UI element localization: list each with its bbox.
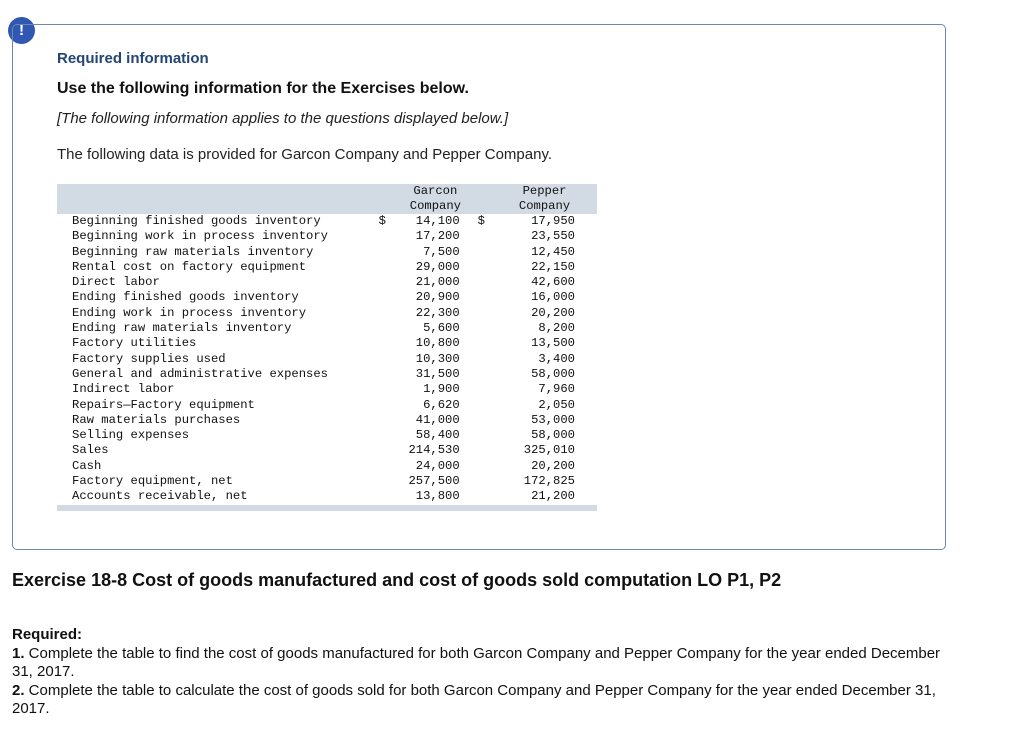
row-value-pepper: 3,400 [492,352,597,367]
row-label: Beginning work in process inventory [57,229,379,244]
row-currency-pepper: $ [478,214,492,229]
row-label: Selling expenses [57,428,379,443]
row-value-garcon: 6,620 [393,398,478,413]
table-row [57,336,597,351]
table-row [57,474,597,489]
table-row [57,214,597,229]
row-label: Sales [57,443,379,458]
row-label: Direct labor [57,275,379,290]
row-value-pepper: 8,200 [492,321,597,336]
table-row [57,352,597,367]
row-value-pepper: 42,600 [492,275,597,290]
table-row [57,489,597,504]
row-value-pepper: 16,000 [492,290,597,305]
row-value-garcon: 31,500 [393,367,478,382]
table-row [57,413,597,428]
table-footer-bar [57,505,597,511]
row-currency-pepper [478,245,492,260]
row-currency-garcon [379,245,393,260]
table-row [57,428,597,443]
row-currency-pepper [478,290,492,305]
row-value-garcon: 1,900 [393,382,478,397]
company-data-table [57,184,597,511]
row-currency-garcon [379,229,393,244]
data-intro-text: The following data is provided for Garcon Company and Pepper Company. [57,146,552,163]
required-item-2 [12,682,952,718]
row-value-garcon: 5,600 [393,321,478,336]
required-info-heading: Required information [57,50,209,67]
row-currency-pepper [478,413,492,428]
row-currency-garcon [379,367,393,382]
row-label: Beginning finished goods inventory [57,214,379,229]
row-currency-garcon [379,489,393,504]
table-row [57,367,597,382]
header-pepper-line1: Pepper [522,184,567,198]
table-row [57,459,597,474]
table-row [57,229,597,244]
row-label: Cash [57,459,379,474]
row-value-pepper: 21,200 [492,489,597,504]
row-currency-garcon [379,459,393,474]
header-garcon [393,184,478,214]
row-currency-garcon [379,382,393,397]
table-row [57,245,597,260]
row-currency-garcon [379,321,393,336]
header-pepper [492,184,597,214]
row-currency-pepper [478,489,492,504]
row-value-pepper: 22,150 [492,260,597,275]
row-currency-pepper [478,352,492,367]
row-label: Repairs—Factory equipment [57,398,379,413]
row-value-pepper: 17,950 [492,214,597,229]
row-value-pepper: 325,010 [492,443,597,458]
row-label: Ending work in process inventory [57,306,379,321]
row-currency-garcon [379,306,393,321]
alert-icon: ! [8,17,35,44]
row-currency-pepper [478,367,492,382]
row-currency-pepper [478,382,492,397]
row-label: General and administrative expenses [57,367,379,382]
row-value-garcon: 24,000 [393,459,478,474]
row-value-garcon: 10,800 [393,336,478,351]
row-currency-pepper [478,443,492,458]
row-currency-pepper [478,398,492,413]
row-value-pepper: 12,450 [492,245,597,260]
row-currency-pepper [478,321,492,336]
row-value-garcon: 7,500 [393,245,478,260]
instruction-text: Use the following information for the Exercises below. [57,80,469,97]
row-value-pepper: 58,000 [492,428,597,443]
row-currency-pepper [478,260,492,275]
header-currency-blank-2 [478,184,492,214]
header-garcon-line2: Company [409,199,461,213]
row-label: Indirect labor [57,382,379,397]
table-row [57,290,597,305]
table-row [57,260,597,275]
row-currency-garcon [379,336,393,351]
row-currency-garcon [379,290,393,305]
table-row [57,275,597,290]
row-currency-pepper [478,336,492,351]
row-currency-garcon: $ [379,214,393,229]
row-currency-garcon [379,443,393,458]
row-currency-pepper [478,275,492,290]
row-label: Factory equipment, net [57,474,379,489]
header-blank [57,184,379,214]
row-value-garcon: 13,800 [393,489,478,504]
row-value-pepper: 23,550 [492,229,597,244]
table-header-row [57,184,597,214]
row-currency-pepper [478,459,492,474]
table-row [57,443,597,458]
table-row [57,382,597,397]
row-value-garcon: 20,900 [393,290,478,305]
row-value-pepper: 7,960 [492,382,597,397]
row-currency-garcon [379,428,393,443]
row-value-garcon: 14,100 [393,214,478,229]
row-label: Ending raw materials inventory [57,321,379,336]
row-label: Raw materials purchases [57,413,379,428]
required-item-2-number: 2. [12,682,25,699]
row-value-garcon: 41,000 [393,413,478,428]
required-item-1-number: 1. [12,645,25,662]
exercise-title: Exercise 18-8 Cost of goods manufactured and cost of goods sold computation LO P1, P2 [12,570,782,590]
row-value-pepper: 58,000 [492,367,597,382]
required-item-1 [12,645,952,681]
row-currency-garcon [379,413,393,428]
row-label: Rental cost on factory equipment [57,260,379,275]
row-value-pepper: 2,050 [492,398,597,413]
row-currency-pepper [478,474,492,489]
table-body [57,214,597,505]
row-value-garcon: 29,000 [393,260,478,275]
row-value-garcon: 58,400 [393,428,478,443]
required-item-2-text: Complete the table to calculate the cost of goods sold for both Garcon Company and Pepper Company for the year ended December 31, 2017. [12,682,936,717]
row-label: Beginning raw materials inventory [57,245,379,260]
header-garcon-line1: Garcon [413,184,458,198]
row-value-garcon: 21,000 [393,275,478,290]
header-pepper-line2: Company [518,199,571,213]
row-label: Factory utilities [57,336,379,351]
row-value-pepper: 20,200 [492,306,597,321]
required-label: Required: [12,626,83,643]
row-value-garcon: 214,530 [393,443,478,458]
applies-note: [The following information applies to the questions displayed below.] [57,110,509,127]
row-currency-pepper [478,428,492,443]
header-currency-blank [379,184,393,214]
row-currency-garcon [379,398,393,413]
row-label: Factory supplies used [57,352,379,367]
row-value-garcon: 10,300 [393,352,478,367]
row-value-garcon: 22,300 [393,306,478,321]
row-value-pepper: 53,000 [492,413,597,428]
row-value-garcon: 17,200 [393,229,478,244]
table-row [57,398,597,413]
required-item-1-text: Complete the table to find the cost of goods manufactured for both Garcon Company and Pepper Company for the year ended December 31, 2017. [12,645,941,680]
row-value-pepper: 20,200 [492,459,597,474]
row-currency-garcon [379,275,393,290]
row-currency-pepper [478,229,492,244]
row-value-garcon: 257,500 [393,474,478,489]
row-label: Accounts receivable, net [57,489,379,504]
row-label: Ending finished goods inventory [57,290,379,305]
row-currency-garcon [379,474,393,489]
table-row [57,306,597,321]
row-value-pepper: 13,500 [492,336,597,351]
row-currency-garcon [379,352,393,367]
row-currency-pepper [478,306,492,321]
row-value-pepper: 172,825 [492,474,597,489]
row-currency-garcon [379,260,393,275]
table-row [57,321,597,336]
